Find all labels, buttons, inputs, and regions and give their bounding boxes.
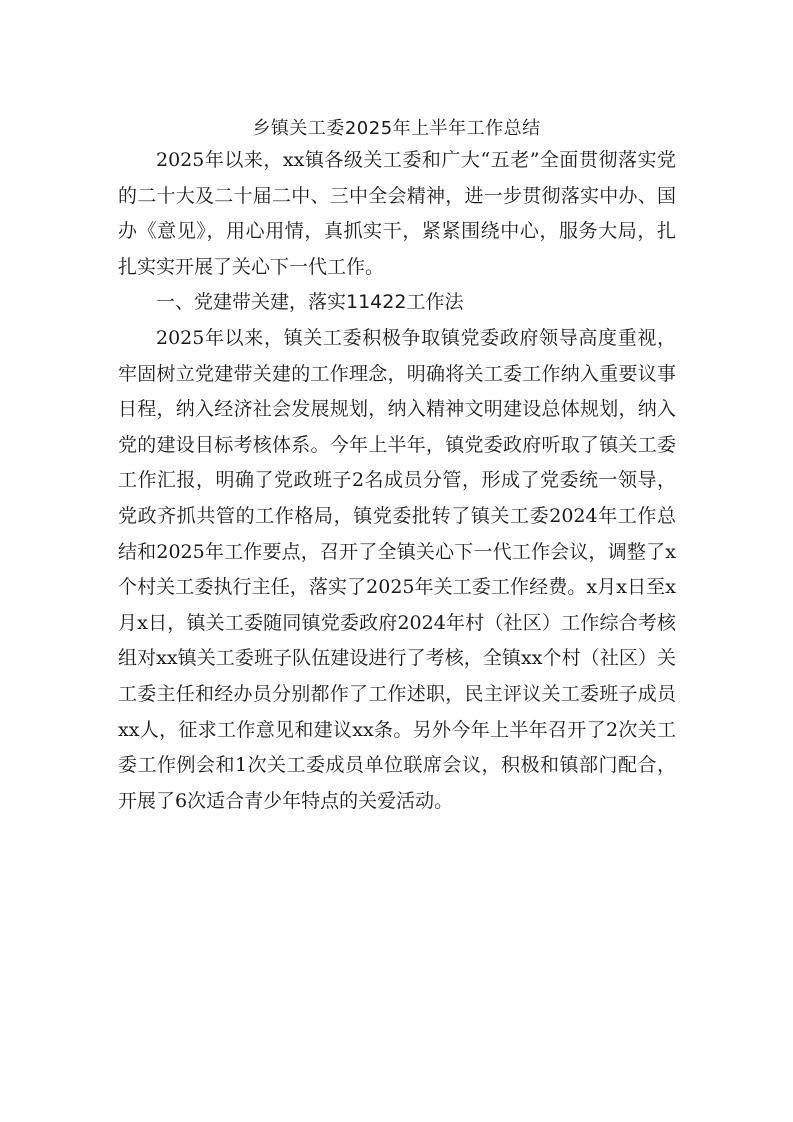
section-heading-1: 一、党建带关建，落实11422工作法 xyxy=(156,291,464,314)
section-body-1: 2025年以来，镇关工委积极争取镇党委政府领导高度重视，牢固树立党建带关建的工作理念，明确将关工委工作纳入重要议事日程，纳入经济社会发展规划，纳入精神文明建设总体规划，纳入党的建设目标考核体系。今年上半年，镇党委政府听取了镇关工委工作汇报，明确了党政班子2名成员分管，形成了党委统一领导，党政齐抓共管的工作格局，镇党委批转了镇关工委2024年工作总结和2025年工作要点，召开了全镇关心下一代工作会议，调整了x个村关工委执行主任，落实了2025年关工委工作经费。x月x日至x月x日，镇关工委随同镇党委政府2024年村（社区）工作综合考核组对xx镇关工委班子队伍建设进行了考核，全镇xx个村（社区）关工委主任和经办员分别都作了工作述职，民主评议关工委班子成员xx人，征求工作意见和建议xx条。另外今年上半年召开了2次关工委工作例会和1次关工委成员单位联席会议，积极和镇部门配合，开展了6次适合青少年特点的关爱活动。 xyxy=(118,326,676,812)
intro-paragraph: 2025年以来，xx镇各级关工委和广大“五老”全面贯彻落实党的二十大及二十届二中、三中全会精神，进一步贯彻落实中办、国办《意见》，用心用情，真抓实干，紧紧围绕中心，服务大局，扎扎实实开展了关心下一代工作。 xyxy=(118,149,676,278)
document-title: 乡镇关工委2025年上半年工作总结 xyxy=(252,118,541,140)
document-body xyxy=(118,143,676,819)
